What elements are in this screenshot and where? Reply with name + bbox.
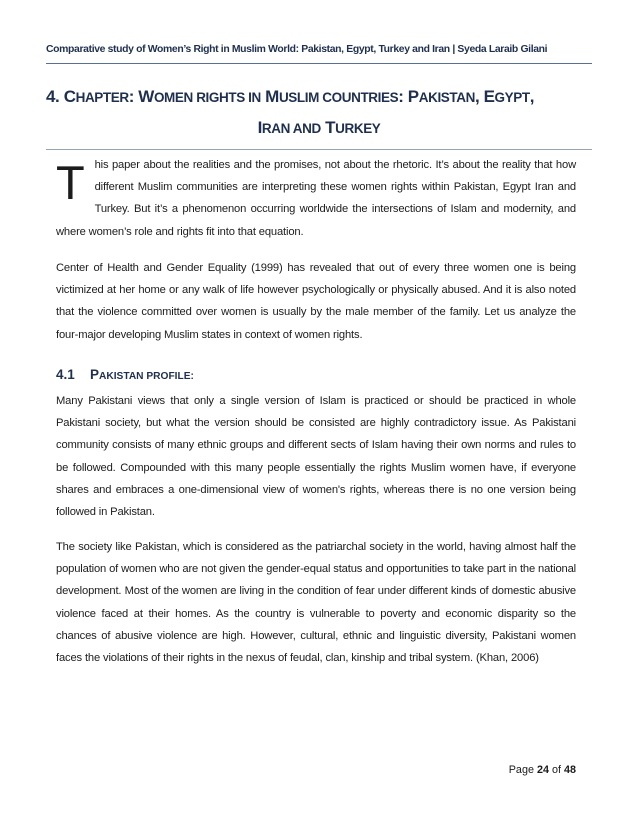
section-paragraph-1: Many Pakistani views that only a single version of Islam is practiced or should be practiced in whole Pakistani society, but what the version should be consisted are highly contradictory issue. As Pakistani community consists of many ethnic groups and different sects of Islam having their own norms and rules to be followed. Compounded with this many people essentially the rights Muslim women have, if everyone shares and embraces a one-dimensional view of women's rights, whereas there is no one version being followed in Pakistan.	[56, 395, 576, 519]
of-label: of	[551, 764, 561, 776]
chapter-title-line-1: 4. CHAPTER: WOMEN RIGHTS IN MUSLIM COUNTRIES: PAKISTAN, EGYPT,	[46, 87, 535, 106]
paragraph-2: Center of Health and Gender Equality (1999) has revealed that out of every three women one is being victimized at her home or any walk of life however psychologically or physically abused. And it is also noted that the violence committed over women is usually by the male member of the family. Let us analyze the four-major developing Muslim states in context of women rights.	[56, 262, 576, 341]
chapter-title-line-2: IRAN AND TURKEY	[257, 118, 381, 137]
section-paragraph-2: The society like Pakistan, which is considered as the patriarchal society in the world, having almost half the population of women who are not given the gender-equal status and opportunities to take part in the national development. Most of the women are living in the condition of fear under different kinds of domestic abusive violence faced at their homes. As the country is vulnerable to poverty and economic disparity so the chances of abusive violence are high. However, cultural, ethnic and linguistic diversity, Pakistani women faces the violations of their rights in the nexus of feudal, clan, kinship and tribal system. (Khan, 2006)	[56, 541, 576, 665]
total-pages-number: 48	[563, 764, 576, 776]
chapter-number: 4.	[46, 87, 60, 106]
chapter-title	[46, 82, 592, 144]
current-page-number: 24	[536, 764, 549, 776]
running-header: Comparative study of Women’s Right in Muslim World: Pakistan, Egypt, Turkey and Iran | Syeda Laraib Gilani	[46, 44, 548, 55]
section-number: 4.1	[56, 367, 75, 382]
intro-text: his paper about the realities and the promises, not about the rhetoric. It’s about the reality that how different Muslim communities are interpreting these women rights within Pakistan, Egypt Iran and Turkey. But it’s a phenomenon occurring worldwide the intersections of Islam and modernity, and where women’s role and rights fit into that equation.	[56, 159, 576, 238]
page-label: Page	[508, 764, 534, 776]
title-rule	[46, 149, 592, 150]
header-rule	[46, 63, 592, 64]
section-heading: 4.1 PAKISTAN PROFILE:	[56, 367, 194, 382]
intro-paragraph	[56, 154, 576, 243]
drop-cap: T	[56, 156, 85, 209]
page-footer	[420, 764, 576, 776]
